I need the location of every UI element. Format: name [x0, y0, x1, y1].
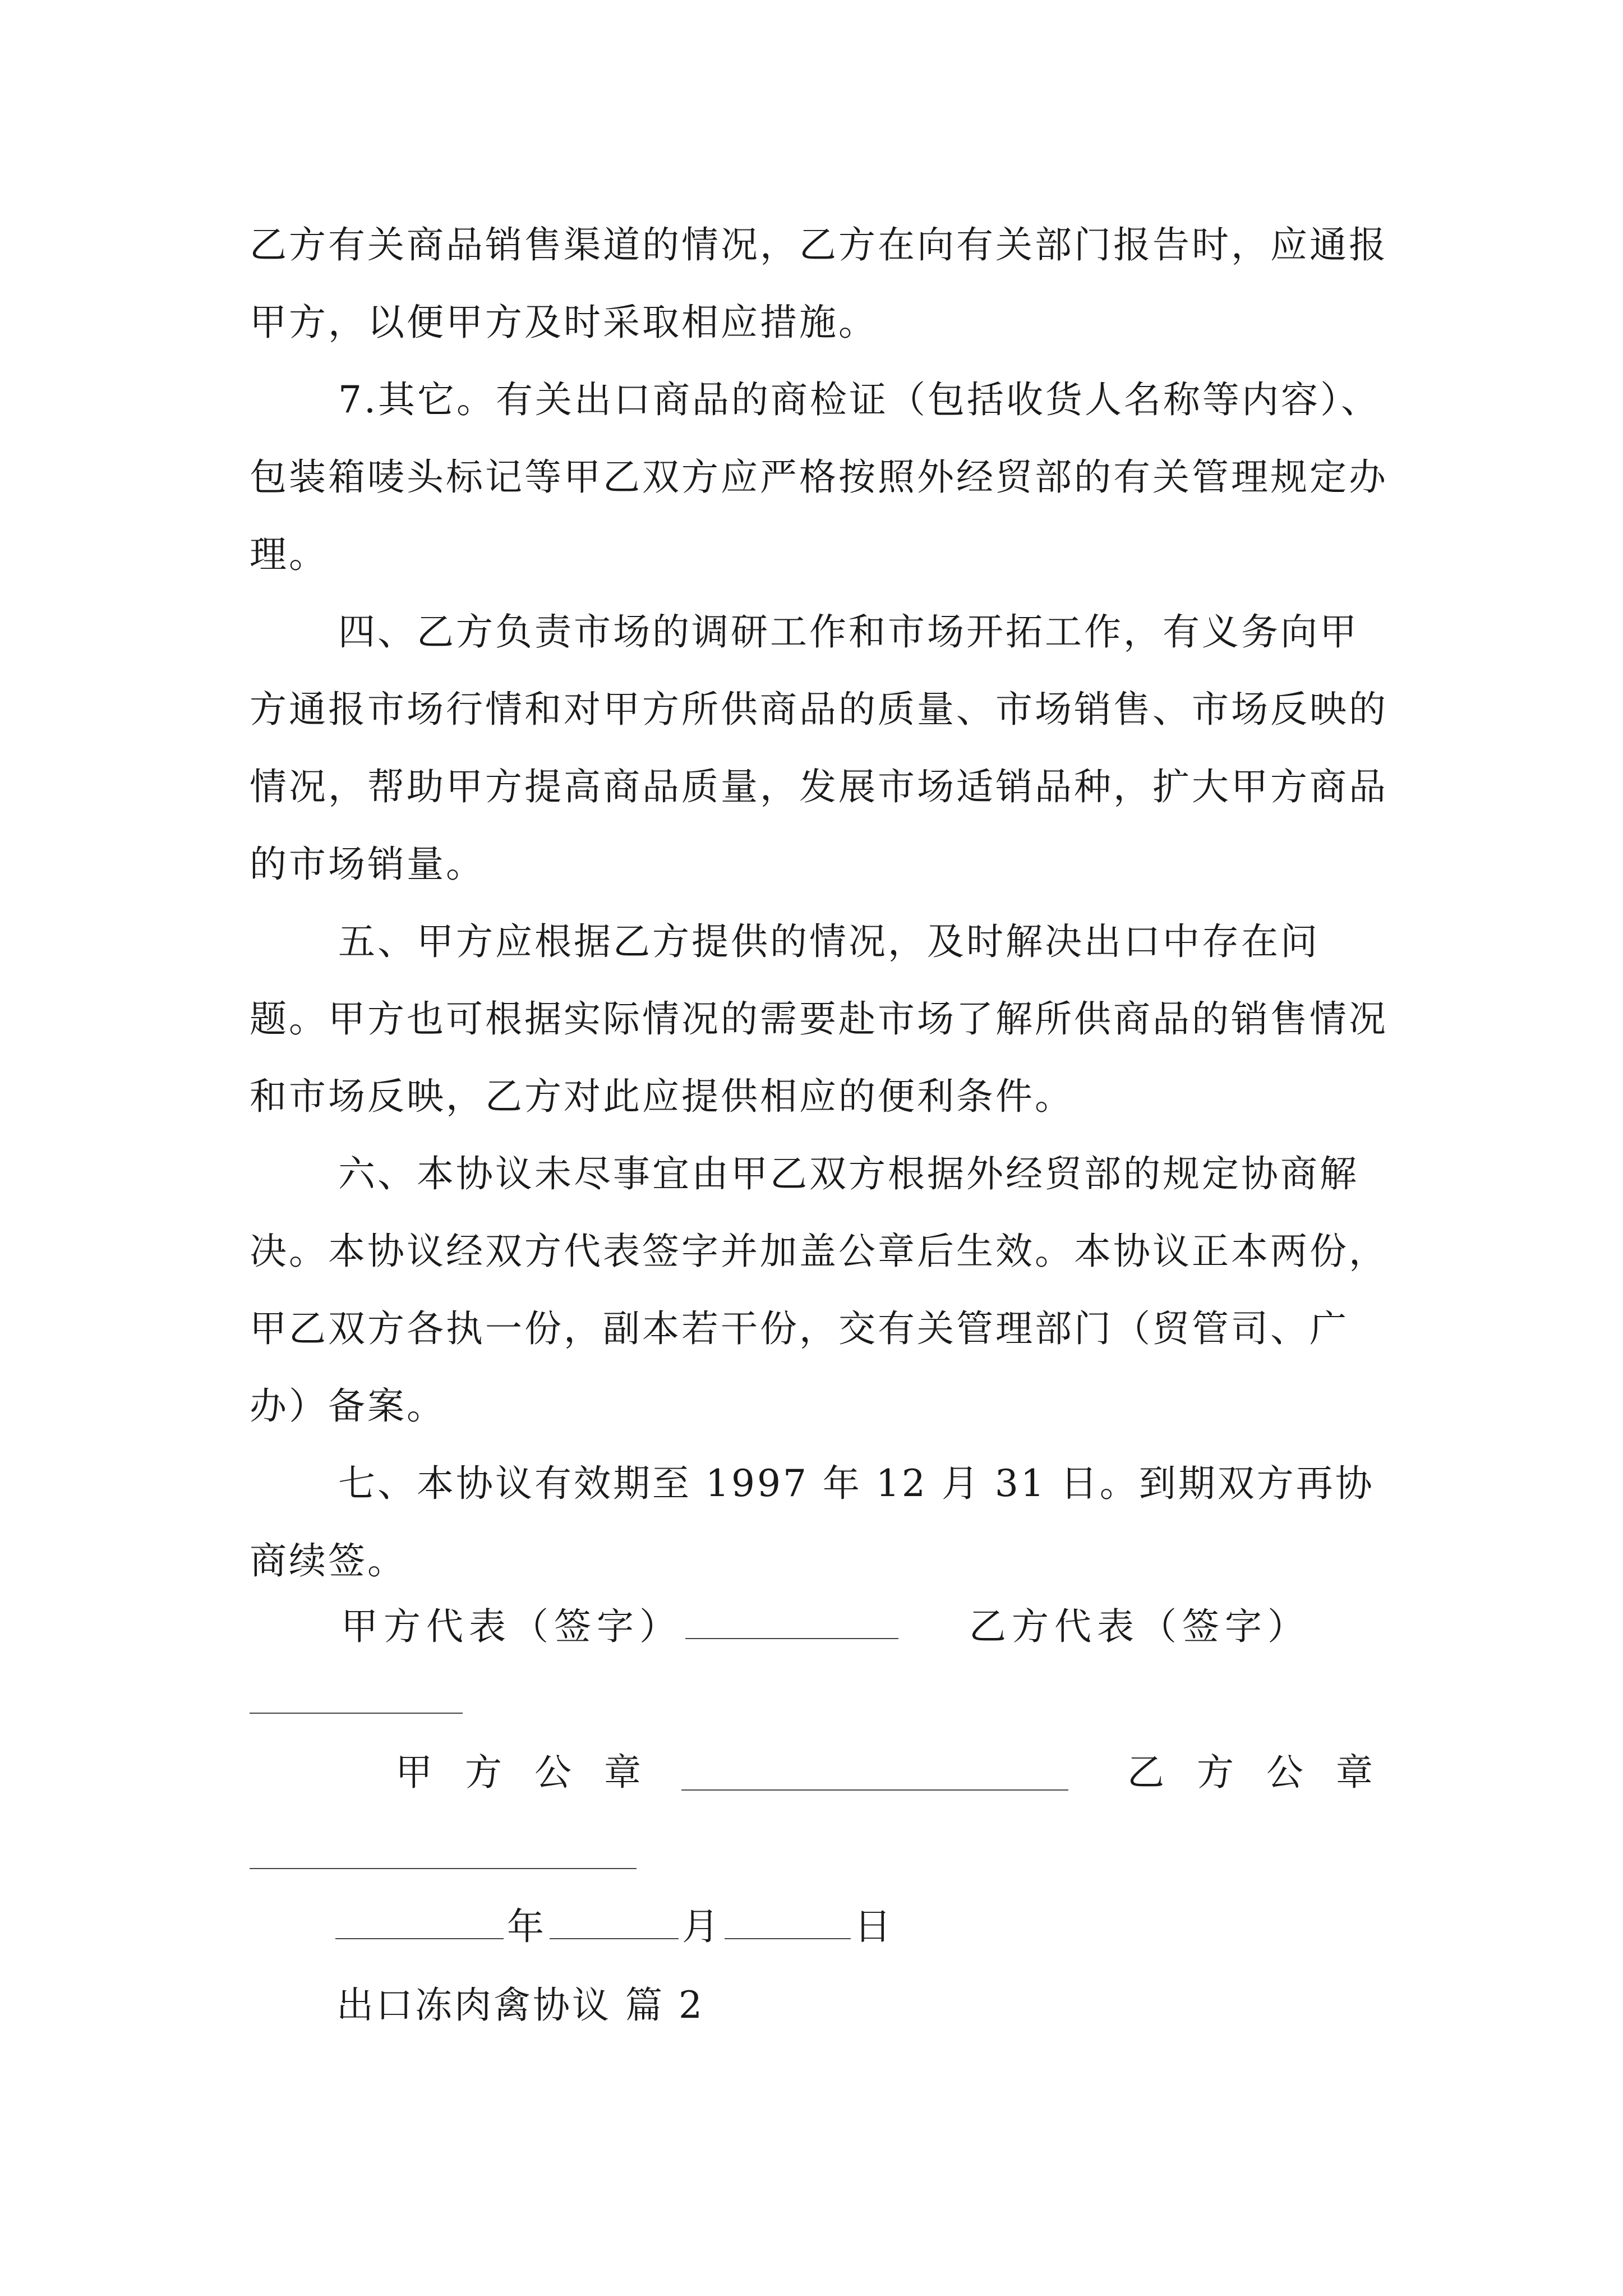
- date-row: [335, 1899, 893, 1955]
- party-a-rep-blank: [685, 1632, 898, 1639]
- paragraph-other: 7.其它。有关出口商品的商检证（包括收货人名称等内容）、包装箱唛头标记等甲乙双方应严格按照外经贸部的有关管理规定办理。: [250, 378, 1388, 576]
- party-a-seal-label: 甲方公章: [395, 1751, 674, 1794]
- party-a-seal-blank: [681, 1789, 1068, 1791]
- seal-row-b: [1127, 1745, 1405, 1801]
- next-section-heading: 出口冻肉禽协议 篇 2: [336, 1984, 704, 2027]
- party-b-seal-label: 乙方公章: [1127, 1751, 1405, 1794]
- paragraph-seven: 七、本协议有效期至 1997 年 12 月 31 日。到期双方再协商续签。: [250, 1462, 1375, 1582]
- seal-row: [395, 1745, 674, 1801]
- paragraph-continuation: 乙方有关商品销售渠道的情况，乙方在向有关部门报告时，应通报甲方，以便甲方及时采取相应措施。: [250, 223, 1388, 344]
- month-blank: [550, 1932, 679, 1939]
- party-b-rep-label: 乙方代表（签字）: [969, 1605, 1310, 1648]
- month-label: 月: [682, 1905, 721, 1948]
- paragraph-six: 六、本协议未尽事宜由甲乙双方根据外经贸部的规定协商解决。本协议经双方代表签字并加盖公章后生效。本协议正本两份，甲乙双方各执一份，副本若干份，交有关管理部门（贸管司、广办）备案。: [250, 1152, 1388, 1428]
- paragraph-four: 四、乙方负责市场的调研工作和市场开拓工作，有义务向甲方通报市场行情和对甲方所供商品的质量、市场销售、市场反映的情况，帮助甲方提高商品质量，发展市场适销品种，扩大甲方商品的市场销量。: [250, 610, 1388, 886]
- party-a-rep-label: 甲方代表（签字）: [341, 1605, 682, 1648]
- day-blank: [725, 1932, 851, 1939]
- party-b-seal-blank: [250, 1868, 637, 1869]
- day-label: 日: [854, 1905, 893, 1948]
- rep-signature-row: [341, 1599, 1310, 1655]
- year-blank: [335, 1932, 504, 1939]
- body-text: [250, 206, 1394, 1600]
- party-b-rep-blank: [250, 1713, 463, 1714]
- year-label: 年: [507, 1905, 546, 1948]
- paragraph-five: 五、甲方应根据乙方提供的情况，及时解决出口中存在问题。甲方也可根据实际情况的需要赴市场了解所供商品的销售情况和市场反映，乙方对此应提供相应的便利条件。: [250, 920, 1388, 1118]
